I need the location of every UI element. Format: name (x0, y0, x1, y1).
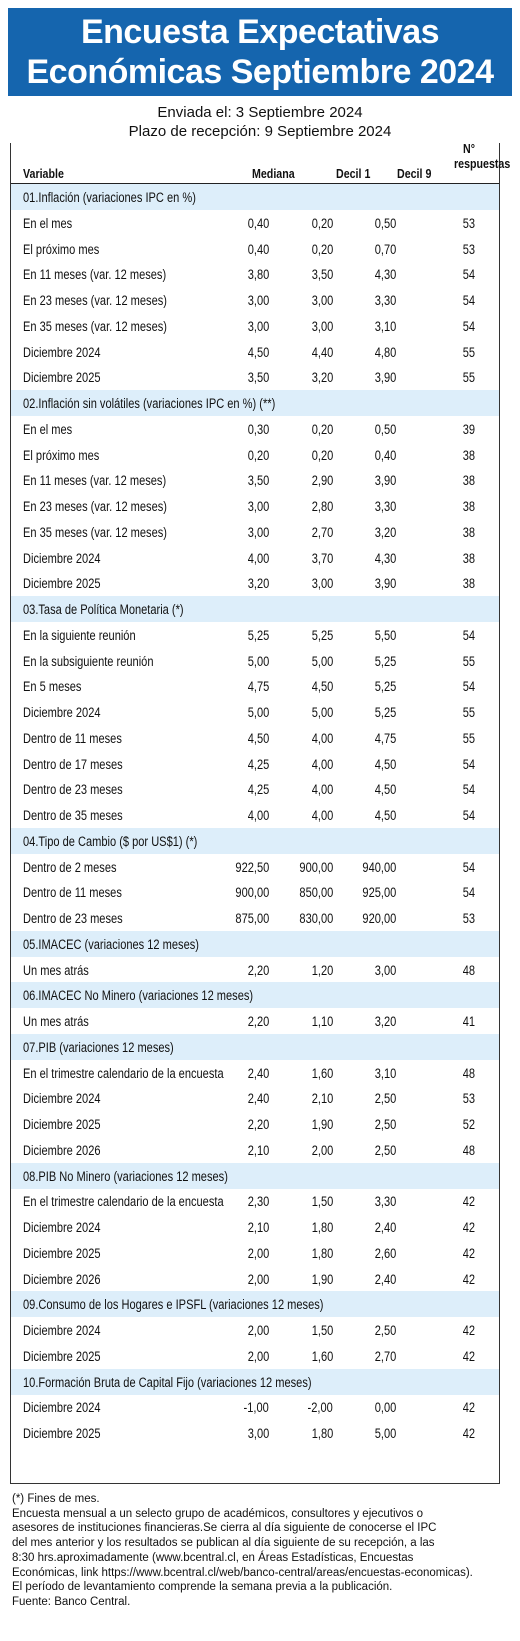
decil-9-cell: 3,10 (374, 1065, 396, 1081)
mediana-cell: 875,00 (235, 911, 269, 926)
n-respuestas-cell: 38 (462, 576, 475, 592)
n-respuestas-cell: 54 (462, 318, 475, 334)
n-respuestas-cell: 38 (462, 447, 475, 463)
table-row (11, 287, 499, 313)
row-label: Diciembre 2024 (23, 705, 101, 720)
table-row (11, 1085, 499, 1111)
section-row (11, 596, 499, 622)
header-mediana: Mediana (252, 166, 295, 181)
section-title: 06.IMACEC No Minero (variaciones 12 meses) (23, 988, 254, 1004)
decil-1-cell: 2,80 (311, 499, 333, 514)
row-label: Dentro de 23 meses (23, 911, 123, 926)
n-respuestas-cell: 42 (462, 1194, 475, 1210)
decil-9-cell: 2,50 (374, 1142, 396, 1158)
decil-9-cell: 920,00 (362, 911, 396, 926)
mediana-cell: 3,00 (247, 318, 269, 334)
footnote-line: del mes anterior y los resultados se publican al día siguiente de su recepción, a las (12, 1537, 435, 1550)
n-respuestas-cell: 38 (462, 473, 475, 489)
table-row (11, 570, 499, 596)
section-title: 10.Formación Bruta de Capital Fijo (variaciones 12 meses) (23, 1374, 312, 1390)
n-respuestas-cell: 54 (462, 859, 475, 875)
mediana-cell: 2,40 (247, 1065, 269, 1081)
section-row (11, 1034, 499, 1060)
decil-1-cell: 2,90 (311, 473, 333, 489)
decil-1-cell: 3,00 (311, 318, 333, 334)
row-label: En 23 meses (var. 12 meses) (23, 499, 167, 514)
row-label: Diciembre 2026 (23, 1271, 101, 1287)
table-row (11, 545, 499, 571)
decil-1-cell: 1,60 (311, 1065, 333, 1081)
decil-9-cell: 4,50 (374, 756, 396, 772)
row-label: El próximo mes (23, 447, 100, 463)
row-label: Dentro de 35 meses (23, 808, 123, 823)
decil-9-cell: 0,70 (374, 241, 396, 257)
table-row (11, 776, 499, 802)
decil-9-cell: 5,50 (374, 627, 396, 643)
mediana-cell: 900,00 (235, 885, 269, 901)
mediana-cell: 0,30 (247, 421, 269, 437)
n-respuestas-cell: 53 (462, 215, 475, 231)
table-row (11, 236, 499, 262)
section-row (11, 1369, 499, 1395)
decil-1-cell: 3,50 (311, 267, 333, 283)
decil-9-cell: 0,50 (374, 421, 396, 437)
decil-1-cell: 1,80 (311, 1220, 333, 1235)
n-respuestas-cell: 38 (462, 524, 475, 540)
mediana-cell: 0,20 (247, 447, 269, 463)
decil-1-cell: 0,20 (311, 447, 333, 463)
table-row (11, 802, 499, 828)
n-respuestas-cell: 54 (462, 782, 475, 798)
table-row (11, 854, 499, 880)
table-row (11, 879, 499, 905)
section-title: 07.PIB (variaciones 12 meses) (23, 1039, 174, 1055)
decil-9-cell: 3,20 (374, 1014, 396, 1029)
header-n-respuestas-line2: respuestas (454, 156, 511, 171)
decil-9-cell: 3,30 (374, 1194, 396, 1210)
table-row (11, 1343, 499, 1369)
n-respuestas-cell: 39 (462, 421, 475, 437)
decil-9-cell: 2,50 (374, 1117, 396, 1132)
decil-9-cell: 925,00 (362, 885, 396, 901)
mediana-cell: 2,00 (247, 1271, 269, 1287)
title-banner (8, 8, 512, 96)
row-label: En la siguiente reunión (23, 627, 136, 643)
section-title: 01.Inflación (variaciones IPC en %) (23, 190, 196, 205)
row-label: En el trimestre calendario de la encuesta (23, 1194, 224, 1210)
decil-1-cell: 4,00 (311, 808, 333, 823)
decil-1-cell: 1,50 (311, 1323, 333, 1338)
decil-1-cell: 3,00 (311, 576, 333, 592)
row-label: Diciembre 2024 (23, 550, 101, 566)
mediana-cell: 3,50 (247, 370, 269, 386)
mediana-cell: 2,30 (247, 1194, 269, 1210)
row-label: Diciembre 2025 (23, 370, 101, 386)
row-label: El próximo mes (23, 241, 100, 257)
section-row (11, 828, 499, 854)
decil-1-cell: 1,60 (311, 1348, 333, 1364)
mediana-cell: 4,50 (247, 730, 269, 746)
row-label: Diciembre 2024 (23, 344, 101, 360)
table-row (11, 1240, 499, 1266)
decil-1-cell: 2,70 (311, 524, 333, 540)
decil-1-cell: 4,00 (311, 730, 333, 746)
section-row (11, 184, 499, 210)
row-label: Diciembre 2026 (23, 1142, 101, 1158)
mediana-cell: 2,20 (247, 962, 269, 978)
mediana-cell: 3,00 (247, 1426, 269, 1441)
decil-9-cell: 4,50 (374, 808, 396, 823)
decil-9-cell: 940,00 (362, 859, 396, 875)
table-row (11, 519, 499, 545)
mediana-cell: 4,75 (247, 679, 269, 695)
mediana-cell: 0,40 (247, 241, 269, 257)
table-row (11, 261, 499, 287)
decil-1-cell: 0,20 (311, 241, 333, 257)
decil-1-cell: 5,00 (311, 653, 333, 669)
table-row (11, 1394, 499, 1420)
section-title: 03.Tasa de Política Monetaria (*) (23, 602, 184, 617)
mediana-cell: 4,00 (247, 550, 269, 566)
section-row (11, 390, 499, 416)
section-title: 09.Consumo de los Hogares e IPSFL (variaciones 12 meses) (23, 1297, 324, 1313)
mediana-cell: 2,10 (247, 1220, 269, 1235)
n-respuestas-cell: 55 (462, 653, 475, 669)
decil-9-cell: 2,40 (374, 1220, 396, 1235)
mediana-cell: 2,00 (247, 1323, 269, 1338)
row-label: Diciembre 2025 (23, 1245, 101, 1261)
table-row (11, 467, 499, 493)
n-respuestas-cell: 54 (462, 808, 475, 823)
decil-1-cell: 1,50 (311, 1194, 333, 1210)
decil-9-cell: 5,00 (374, 1426, 396, 1441)
footnote-line: Económicas, link https://www.bcentral.cl/web/banco-central/areas/encuestas-economicas). (12, 1566, 473, 1579)
table-row (11, 1317, 499, 1343)
decil-1-cell: 5,25 (311, 627, 333, 643)
decil-1-cell: 1,80 (311, 1426, 333, 1441)
section-row (11, 1291, 499, 1317)
decil-9-cell: 3,20 (374, 524, 396, 540)
decil-9-cell: 3,30 (374, 293, 396, 308)
decil-9-cell: 3,10 (374, 318, 396, 334)
decil-1-cell: 4,00 (311, 782, 333, 798)
decil-1-cell: 3,20 (311, 370, 333, 386)
n-respuestas-cell: 52 (462, 1117, 475, 1132)
table-row (11, 673, 499, 699)
decil-1-cell: 1,10 (311, 1014, 333, 1029)
decil-1-cell: 2,10 (311, 1091, 333, 1107)
table-header (11, 141, 511, 184)
title-line-2: Económicas Septiembre 2024 (26, 53, 494, 91)
n-respuestas-cell: 42 (462, 1400, 475, 1416)
row-label: Un mes atrás (23, 962, 89, 978)
row-label: Diciembre 2025 (23, 1348, 101, 1364)
row-label: Diciembre 2024 (23, 1220, 101, 1235)
decil-9-cell: 2,50 (374, 1091, 396, 1107)
table-row (11, 725, 499, 751)
mediana-cell: -1,00 (243, 1400, 269, 1416)
table-row (11, 957, 499, 983)
decil-9-cell: 5,25 (374, 679, 396, 695)
decil-9-cell: 5,25 (374, 653, 396, 669)
footnote-line: (*) Fines de mes. (12, 1493, 100, 1505)
n-respuestas-cell: 54 (462, 679, 475, 695)
n-respuestas-cell: 54 (462, 293, 475, 308)
mediana-cell: 3,80 (247, 267, 269, 283)
n-respuestas-cell: 48 (462, 962, 475, 978)
decil-9-cell: 2,60 (374, 1245, 396, 1261)
n-respuestas-cell: 42 (462, 1323, 475, 1338)
footnotes (12, 1492, 512, 1610)
decil-9-cell: 3,30 (374, 499, 396, 514)
mediana-cell: 2,40 (247, 1091, 269, 1107)
decil-9-cell: 4,50 (374, 782, 396, 798)
section-row (11, 931, 499, 957)
row-label: Dentro de 11 meses (23, 885, 122, 901)
mediana-cell: 4,25 (247, 782, 269, 798)
table-row (11, 1060, 499, 1086)
mediana-cell: 2,10 (247, 1142, 269, 1158)
footnote-line: Fuente: Banco Central. (12, 1595, 131, 1608)
decil-1-cell: 1,20 (311, 962, 333, 978)
decil-9-cell: 5,25 (374, 705, 396, 720)
sent-date: Enviada el: 3 Septiembre 2024 (157, 104, 363, 121)
decil-1-cell: 2,00 (311, 1142, 333, 1158)
n-respuestas-cell: 38 (462, 499, 475, 514)
decil-9-cell: 4,30 (374, 267, 396, 283)
section-row (11, 982, 499, 1008)
footnote-line: El período de levantamiento comprende la semana previa a la publicación. (12, 1581, 393, 1594)
mediana-cell: 5,00 (247, 653, 269, 669)
mediana-cell: 0,40 (247, 215, 269, 231)
row-label: En 11 meses (var. 12 meses) (23, 267, 167, 283)
decil-1-cell: 4,00 (311, 756, 333, 772)
decil-1-cell: 1,90 (311, 1117, 333, 1132)
title-line-1: Encuesta Expectativas (80, 13, 440, 51)
mediana-cell: 3,50 (247, 473, 269, 489)
decil-1-cell: -2,00 (307, 1400, 333, 1416)
n-respuestas-cell: 54 (462, 627, 475, 643)
decil-1-cell: 0,20 (311, 215, 333, 231)
table-row (11, 1111, 499, 1137)
table-row (11, 1008, 499, 1034)
n-respuestas-cell: 54 (462, 756, 475, 772)
table-row (11, 1420, 499, 1446)
mediana-cell: 2,00 (247, 1245, 269, 1261)
header-decil-1: Decil 1 (336, 166, 371, 181)
row-label: Un mes atrás (23, 1014, 89, 1029)
mediana-cell: 2,20 (247, 1014, 269, 1029)
n-respuestas-cell: 55 (462, 344, 475, 360)
decil-1-cell: 0,20 (311, 421, 333, 437)
decil-9-cell: 3,00 (374, 962, 396, 978)
row-label: En el mes (23, 421, 73, 437)
mediana-cell: 3,00 (247, 293, 269, 308)
decil-9-cell: 4,80 (374, 344, 396, 360)
decil-1-cell: 1,80 (311, 1245, 333, 1261)
row-label: En 5 meses (23, 679, 82, 695)
decil-9-cell: 3,90 (374, 473, 396, 489)
row-label: En 35 meses (var. 12 meses) (23, 524, 167, 540)
n-respuestas-cell: 41 (462, 1014, 475, 1029)
header-decil-9: Decil 9 (397, 166, 432, 181)
table-row (11, 699, 499, 725)
mediana-cell: 4,50 (247, 344, 269, 360)
row-label: Diciembre 2024 (23, 1323, 101, 1338)
n-respuestas-cell: 55 (462, 370, 475, 386)
mediana-cell: 3,20 (247, 576, 269, 592)
decil-1-cell: 5,00 (311, 705, 333, 720)
table-row (11, 1188, 499, 1214)
n-respuestas-cell: 48 (462, 1142, 475, 1158)
table-row (11, 905, 499, 931)
row-label: Diciembre 2024 (23, 1400, 101, 1416)
n-respuestas-cell: 42 (462, 1271, 475, 1287)
mediana-cell: 4,00 (247, 808, 269, 823)
decil-1-cell: 3,00 (311, 293, 333, 308)
n-respuestas-cell: 48 (462, 1065, 475, 1081)
decil-9-cell: 3,90 (374, 370, 396, 386)
row-label: En el mes (23, 215, 73, 231)
table-row (11, 648, 499, 674)
header-variable: Variable (23, 166, 64, 181)
mediana-cell: 3,00 (247, 499, 269, 514)
table-row (11, 364, 499, 390)
footnote-line: Encuesta mensual a un selecto grupo de académicos, consultores y ejecutivos o (12, 1507, 424, 1520)
table-row (11, 622, 499, 648)
section-title: 08.PIB No Minero (variaciones 12 meses) (23, 1168, 228, 1184)
n-respuestas-cell: 42 (462, 1348, 475, 1364)
n-respuestas-cell: 42 (462, 1220, 475, 1235)
deadline-date: Plazo de recepción: 9 Septiembre 2024 (128, 123, 392, 140)
table-row (11, 210, 499, 236)
decil-9-cell: 4,30 (374, 550, 396, 566)
table-row (11, 416, 499, 442)
n-respuestas-cell: 53 (462, 241, 475, 257)
n-respuestas-cell: 54 (462, 885, 475, 901)
row-label: Dentro de 2 meses (23, 859, 117, 875)
decil-1-cell: 900,00 (299, 859, 333, 875)
row-label: Dentro de 23 meses (23, 782, 123, 798)
table-row (11, 1214, 499, 1240)
n-respuestas-cell: 42 (462, 1245, 475, 1261)
decil-1-cell: 4,40 (311, 344, 333, 360)
section-title: 05.IMACEC (variaciones 12 meses) (23, 936, 199, 952)
decil-9-cell: 0,50 (374, 215, 396, 231)
decil-9-cell: 3,90 (374, 576, 396, 592)
n-respuestas-cell: 55 (462, 705, 475, 720)
row-label: Diciembre 2025 (23, 1426, 101, 1441)
row-label: Diciembre 2025 (23, 1117, 101, 1132)
table-row (11, 493, 499, 519)
row-label: Dentro de 11 meses (23, 730, 122, 746)
decil-1-cell: 850,00 (299, 885, 333, 901)
mediana-cell: 922,50 (235, 859, 269, 875)
n-respuestas-cell: 54 (462, 267, 475, 283)
row-label: Diciembre 2024 (23, 1091, 101, 1107)
decil-1-cell: 4,50 (311, 679, 333, 695)
mediana-cell: 2,20 (247, 1117, 269, 1132)
table-row (11, 751, 499, 777)
n-respuestas-cell: 55 (462, 730, 475, 746)
decil-1-cell: 3,70 (311, 550, 333, 566)
section-row (11, 1163, 499, 1189)
decil-9-cell: 2,50 (374, 1323, 396, 1338)
n-respuestas-cell: 38 (462, 550, 475, 566)
decil-9-cell: 4,75 (374, 730, 396, 746)
row-label: En la subsiguiente reunión (23, 653, 154, 669)
decil-9-cell: 0,00 (374, 1400, 396, 1416)
survey-table (10, 141, 511, 1484)
n-respuestas-cell: 42 (462, 1426, 475, 1441)
table-row (11, 442, 499, 468)
decil-9-cell: 0,40 (374, 447, 396, 463)
mediana-cell: 5,00 (247, 705, 269, 720)
decil-9-cell: 2,40 (374, 1271, 396, 1287)
mediana-cell: 5,25 (247, 627, 269, 643)
table-row (11, 339, 499, 365)
row-label: En 35 meses (var. 12 meses) (23, 318, 167, 334)
decil-9-cell: 2,70 (374, 1348, 396, 1364)
decil-1-cell: 1,90 (311, 1271, 333, 1287)
decil-1-cell: 830,00 (299, 911, 333, 926)
table-row (11, 1137, 499, 1163)
section-title: 02.Inflación sin volátiles (variaciones IPC en %) (**) (23, 396, 276, 411)
n-respuestas-cell: 53 (462, 911, 475, 926)
mediana-cell: 3,00 (247, 524, 269, 540)
n-respuestas-cell: 53 (462, 1091, 475, 1107)
table-row (11, 1266, 499, 1292)
footnote-line: asesores de instituciones financieras.Se cierra al día siguiente de conocerse el IPC (12, 1522, 437, 1535)
footnote-line: 8:30 hrs.aproximadamente (www.bcentral.cl, en Áreas Estadísticas, Encuestas (12, 1551, 414, 1564)
header-n-respuestas-line1: N° (463, 141, 475, 156)
mediana-cell: 2,00 (247, 1348, 269, 1364)
row-label: En 23 meses (var. 12 meses) (23, 293, 167, 308)
table-row (11, 313, 499, 339)
row-label: Dentro de 17 meses (23, 756, 123, 772)
row-label: En 11 meses (var. 12 meses) (23, 473, 167, 489)
row-label: En el trimestre calendario de la encuesta (23, 1065, 224, 1081)
mediana-cell: 4,25 (247, 756, 269, 772)
section-title: 04.Tipo de Cambio ($ por US$1) (*) (23, 833, 198, 849)
row-label: Diciembre 2025 (23, 576, 101, 592)
